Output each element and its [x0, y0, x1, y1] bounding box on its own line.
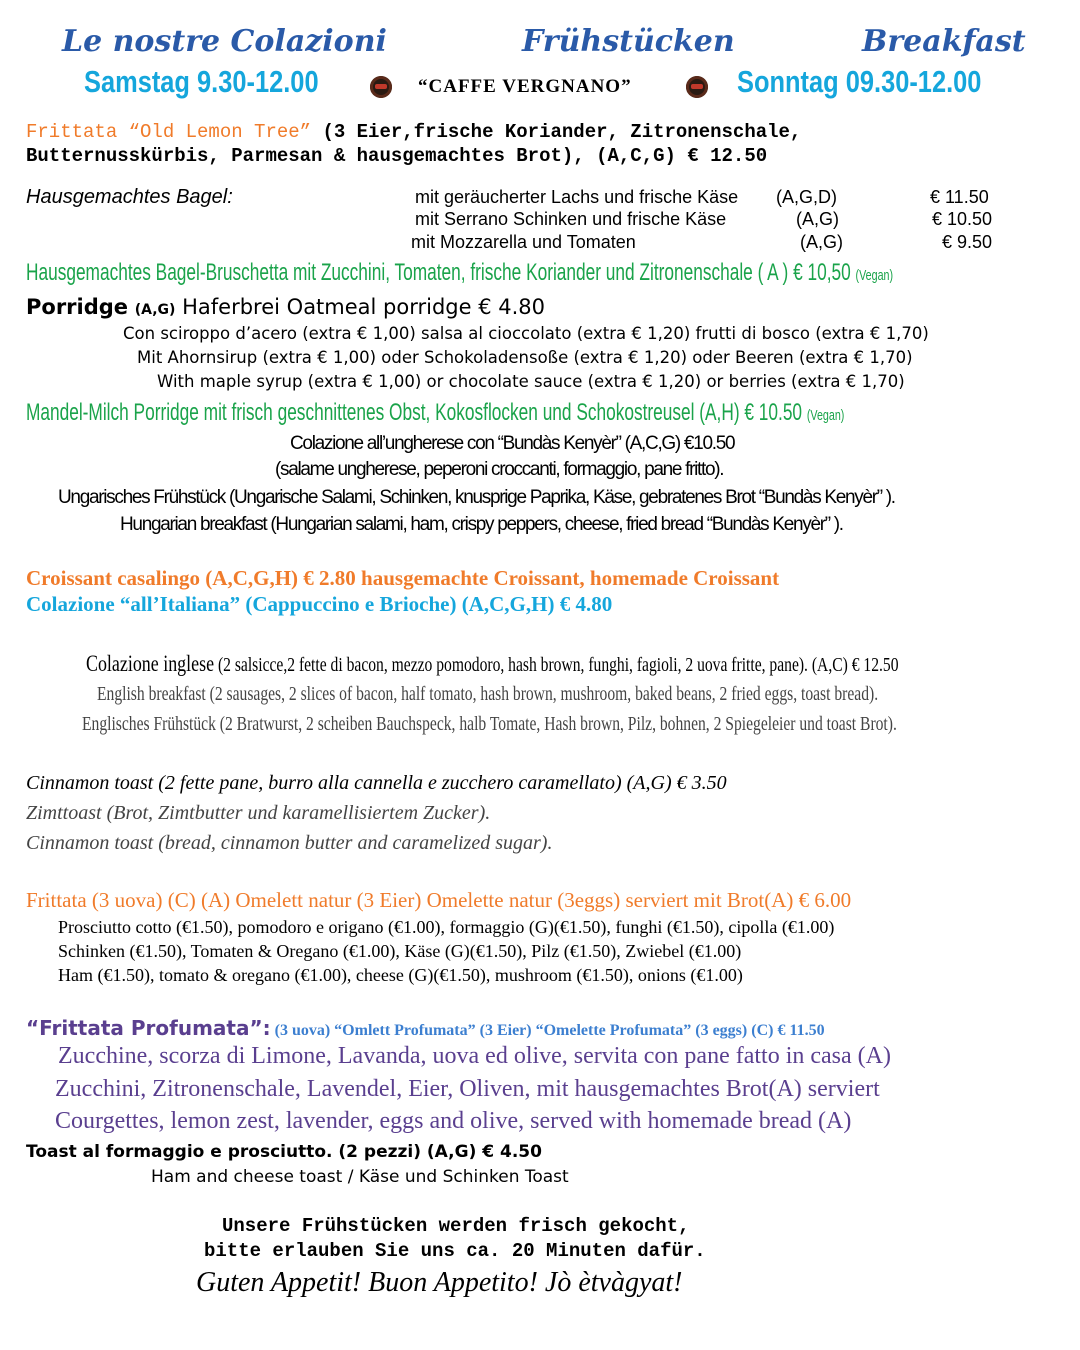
- bruschetta-text: Hausgemachtes Bagel-Bruschetta mit Zucchini, Tomaten, frische Koriander und Zitronenschale ( A ) € 10,50: [26, 259, 856, 286]
- cinnamon-line: Cinnamon toast (bread, cinnamon butter and caramelized sugar).: [26, 832, 553, 854]
- closing-greeting: Guten Appetit! Buon Appetito! Jò ètvàgyat!: [196, 1267, 683, 1298]
- hungarian-line: Hungarian breakfast (Hungarian salami, ham, crispy peppers, cheese, fried bread “Bundàs Kenyèr” ).: [120, 514, 843, 535]
- profumata-line: Zucchini, Zitronenschale, Lavendel, Eier, Oliven, mit hausgemachtes Brot(A) serviert: [55, 1076, 880, 1102]
- profumata-line: Zucchine, scorza di Limone, Lavanda, uova ed olive, servita con pane fatto in casa (A): [58, 1043, 891, 1069]
- porridge-name: Porridge: [26, 295, 129, 319]
- almond-porridge-line: [26, 399, 844, 427]
- profumata-name: “Frittata Profumata”:: [26, 1016, 271, 1040]
- cinnamon-line: Zimttoast (Brot, Zimtbutter und karamellisiertem Zucker).: [26, 802, 491, 824]
- frittata-lemon-line1: [26, 121, 801, 143]
- bagel-item-allergens: (A,G): [796, 209, 839, 229]
- footer-line1: Unsere Frühstücken werden frisch gekocht,: [222, 1215, 690, 1237]
- bagel-item-price: € 11.50: [930, 187, 989, 207]
- profumata-line: Courgettes, lemon zest, lavender, eggs and olive, served with homemade bread (A): [55, 1108, 852, 1134]
- frittata-lemon-desc: (3 Eier,frische Koriander, Zitronenschale,: [311, 121, 802, 143]
- toast-title: Toast al formaggio e prosciutto. (2 pezzi) (A,G) € 4.50: [26, 1142, 542, 1162]
- title-german: Frühstücken: [522, 24, 735, 59]
- bagel-label: Hausgemachtes Bagel:: [26, 186, 233, 208]
- porridge-extra: Mit Ahornsirup (extra € 1,00) oder Schokoladensoße (extra € 1,20) oder Beeren (extra € 1,70): [137, 348, 913, 367]
- saturday-hours: Samstag 9.30-12.00: [84, 64, 319, 99]
- frittata-extra: Ham (€1.50), tomato & oregano (€1.00), cheese (G)(€1.50), mushroom (€1.50), onions (€1.00): [58, 965, 743, 985]
- croissant-line: Croissant casalingo (A,C,G,H) € 2.80 hausgemachte Croissant, homemade Croissant: [26, 566, 780, 590]
- coffee-bean-icon: [370, 76, 392, 98]
- bagel-item-allergens: (A,G,D): [776, 187, 837, 207]
- footer-line2: bitte erlauben Sie uns ca. 20 Minuten dafür.: [204, 1240, 706, 1262]
- english-title: Colazione inglese: [86, 651, 215, 676]
- bagel-item-price: € 10.50: [932, 209, 993, 229]
- title-english: Breakfast: [862, 24, 1026, 59]
- almond-porridge-text: Mandel-Milch Porridge mit frisch geschnittenes Obst, Kokosflocken und Schokostreusel (A,H) € 10.50: [26, 399, 807, 426]
- porridge-allergens: (A,G): [134, 302, 176, 318]
- bagel-item-name: mit geräucherter Lachs und frische Käse: [415, 187, 739, 207]
- profumata-title-line: [26, 1016, 825, 1040]
- vegan-tag: (Vegan): [806, 408, 845, 424]
- english-line1: [86, 651, 899, 677]
- vegan-tag: (Vegan): [855, 268, 894, 284]
- bruschetta-line: [26, 259, 893, 287]
- english-desc: (2 salsicce,2 fette di bacon, mezzo pomodoro, hash brown, funghi, fagioli, 2 uova fritte, pane). (A,C) € 12.50: [214, 654, 899, 676]
- coffee-bean-icon: [686, 76, 708, 98]
- english-line2: English breakfast (2 sausages, 2 slices of bacon, half tomato, hash brown, mushroom, baked beans, 2 fried eggs, toast bread).: [97, 683, 879, 705]
- english-line3: Englisches Frühstück (2 Bratwurst, 2 scheiben Bauchspeck, halb Tomate, Hash brown, Pilz, bohnen, 2 Spiegeleier und toast Brot).: [82, 713, 897, 735]
- bagel-item-name: mit Mozzarella und Tomaten: [411, 232, 636, 252]
- toast-sub: Ham and cheese toast / Käse und Schinken Toast: [151, 1167, 569, 1187]
- hungarian-line: Ungarisches Frühstück (Ungarische Salami, Schinken, knusprige Paprika, Käse, gebratenes Brot “Bundàs Kenyèr” ).: [58, 487, 895, 508]
- frittata-lemon-line2: Butternusskürbis, Parmesan & hausgemachtes Brot), (A,C,G) € 12.50: [26, 145, 768, 167]
- bagel-item-allergens: (A,G): [800, 232, 843, 252]
- bagel-item-name: mit Serrano Schinken und frische Käse: [415, 209, 727, 229]
- porridge-extra: With maple syrup (extra € 1,00) or chocolate sauce (extra € 1,20) or berries (extra € 1,70): [157, 372, 905, 391]
- porridge-rest: Haferbrei Oatmeal porridge € 4.80: [182, 295, 546, 319]
- porridge-extra: Con sciroppo d’acero (extra € 1,00) salsa al cioccolato (extra € 1,20) frutti di bosco (extra € 1,70): [123, 324, 929, 343]
- porridge-line: [26, 295, 545, 319]
- title-italian: Le nostre Colazioni: [62, 24, 387, 59]
- coffee-brand: “CAFFE VERGNANO”: [418, 76, 632, 97]
- frittata-title: Frittata (3 uova) (C) (A) Omelett natur (3 Eier) Omelette natur (3eggs) serviert mit Brot(A) € 6.00: [26, 888, 852, 912]
- bagel-item-price: € 9.50: [942, 232, 993, 252]
- sunday-hours: Sonntag 09.30-12.00: [737, 64, 982, 99]
- italiana-line: Colazione “all’Italiana” (Cappuccino e Brioche) (A,C,G,H) € 4.80: [26, 592, 613, 616]
- hungarian-line: (salame ungherese, peperoni croccanti, formaggio, pane fritto).: [275, 459, 724, 480]
- frittata-extra: Schinken (€1.50), Tomaten & Oregano (€1.00), Käse (G)(€1.50), Pilz (€1.50), Zwiebel (€1.00): [58, 941, 742, 961]
- profumata-sub: (3 uova) “Omlett Profumata” (3 Eier) “Omelette Profumata” (3 eggs) (C) € 11.50: [270, 1022, 825, 1039]
- frittata-extra: Prosciutto cotto (€1.50), pomodoro e origano (€1.00), formaggio (G)(€1.50), funghi (€1.50), cipolla (€1.00): [58, 917, 835, 937]
- cinnamon-line: Cinnamon toast (2 fette pane, burro alla cannella e zucchero caramellato) (A,G) € 3.50: [26, 772, 727, 794]
- hungarian-line: Colazione all’ungherese con “Bundàs Kenyèr” (A,C,G) €10.50: [290, 433, 735, 454]
- frittata-lemon-name: Frittata “Old Lemon Tree”: [26, 121, 312, 143]
